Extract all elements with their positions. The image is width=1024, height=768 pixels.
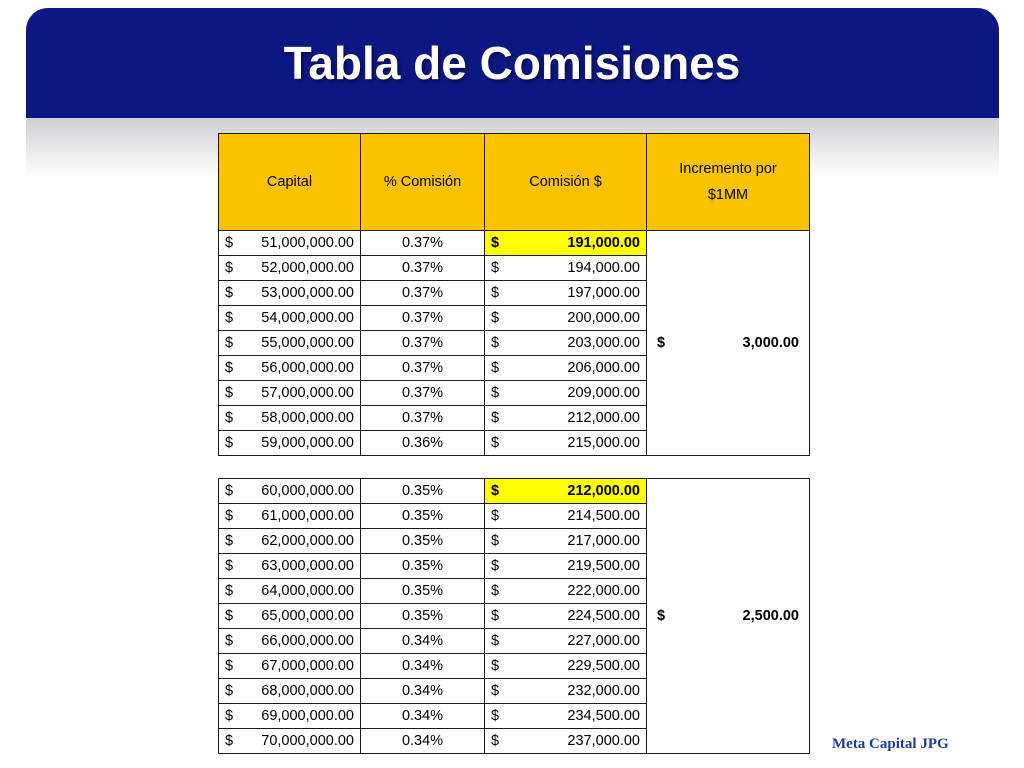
capital-value <box>225 410 354 426</box>
capital-value <box>225 335 354 351</box>
commission-amount: 217,000.00 <box>567 533 640 549</box>
capital-amount: 53,000,000.00 <box>261 285 354 301</box>
currency-symbol: $ <box>225 583 234 599</box>
commission-amount: 194,000.00 <box>567 260 640 276</box>
signature: Meta Capital JPG <box>832 736 949 752</box>
header-capital: Capital <box>219 134 361 231</box>
capital-amount: 64,000,000.00 <box>261 583 354 599</box>
capital-amount: 62,000,000.00 <box>261 533 354 549</box>
currency-symbol: $ <box>491 335 500 351</box>
capital-cell <box>219 604 361 629</box>
commission-pct-cell: 0.35% <box>361 579 485 604</box>
capital-amount: 58,000,000.00 <box>261 410 354 426</box>
commission-pct-cell: 0.37% <box>361 281 485 306</box>
capital-value <box>225 235 354 251</box>
commission-value <box>491 533 640 549</box>
commission-value <box>491 708 640 724</box>
commission-amount: 214,500.00 <box>567 508 640 524</box>
capital-amount: 51,000,000.00 <box>261 235 354 251</box>
currency-symbol: $ <box>657 608 666 624</box>
commission-amount: 203,000.00 <box>567 335 640 351</box>
commission-amount-cell <box>485 356 647 381</box>
capital-cell <box>219 406 361 431</box>
currency-symbol: $ <box>225 608 234 624</box>
capital-cell <box>219 654 361 679</box>
commission-amount-cell <box>485 306 647 331</box>
commission-amount-cell <box>485 256 647 281</box>
currency-symbol: $ <box>491 533 500 549</box>
table-row <box>219 479 810 504</box>
commission-pct-cell: 0.36% <box>361 431 485 456</box>
currency-symbol: $ <box>491 385 500 401</box>
capital-value <box>225 608 354 624</box>
capital-amount: 59,000,000.00 <box>261 435 354 451</box>
capital-cell <box>219 256 361 281</box>
commission-amount: 197,000.00 <box>567 285 640 301</box>
commission-value <box>491 583 640 599</box>
commission-value <box>491 558 640 574</box>
commission-amount: 237,000.00 <box>567 733 640 749</box>
capital-cell <box>219 306 361 331</box>
commission-amount: 209,000.00 <box>567 385 640 401</box>
commission-amount-cell <box>485 231 647 256</box>
capital-cell <box>219 529 361 554</box>
commission-amount: 212,000.00 <box>567 483 640 499</box>
currency-symbol: $ <box>225 558 234 574</box>
capital-amount: 57,000,000.00 <box>261 385 354 401</box>
currency-symbol: $ <box>225 260 234 276</box>
capital-value <box>225 483 354 499</box>
currency-symbol: $ <box>491 558 500 574</box>
capital-cell <box>219 504 361 529</box>
commission-pct-cell: 0.37% <box>361 356 485 381</box>
commission-pct-cell: 0.35% <box>361 504 485 529</box>
capital-amount: 67,000,000.00 <box>261 658 354 674</box>
commission-value <box>491 410 640 426</box>
currency-symbol: $ <box>225 360 234 376</box>
currency-symbol: $ <box>491 235 500 251</box>
commission-amount: 191,000.00 <box>567 235 640 251</box>
currency-symbol: $ <box>491 435 500 451</box>
capital-amount: 69,000,000.00 <box>261 708 354 724</box>
currency-symbol: $ <box>225 310 234 326</box>
capital-value <box>225 558 354 574</box>
increment-value <box>653 608 803 624</box>
currency-symbol: $ <box>491 508 500 524</box>
commission-amount-cell <box>485 281 647 306</box>
capital-value <box>225 310 354 326</box>
increment-amount: 3,000.00 <box>742 335 799 351</box>
capital-value <box>225 508 354 524</box>
commission-pct-cell: 0.37% <box>361 306 485 331</box>
capital-amount: 63,000,000.00 <box>261 558 354 574</box>
capital-amount: 56,000,000.00 <box>261 360 354 376</box>
commission-amount: 222,000.00 <box>567 583 640 599</box>
capital-value <box>225 360 354 376</box>
increment-value <box>653 335 803 351</box>
commission-amount-cell <box>485 629 647 654</box>
capital-amount: 52,000,000.00 <box>261 260 354 276</box>
currency-symbol: $ <box>225 285 234 301</box>
commission-value <box>491 285 640 301</box>
commission-value <box>491 235 640 251</box>
commission-amount-cell <box>485 504 647 529</box>
commission-value <box>491 633 640 649</box>
currency-symbol: $ <box>225 533 234 549</box>
table-row <box>219 231 810 256</box>
capital-cell <box>219 554 361 579</box>
currency-symbol: $ <box>225 508 234 524</box>
capital-value <box>225 260 354 276</box>
commission-amount-cell <box>485 729 647 754</box>
currency-symbol: $ <box>491 483 500 499</box>
header-incremento <box>647 134 810 231</box>
currency-symbol: $ <box>225 733 234 749</box>
capital-cell <box>219 331 361 356</box>
capital-cell <box>219 231 361 256</box>
currency-symbol: $ <box>491 733 500 749</box>
capital-value <box>225 633 354 649</box>
currency-symbol: $ <box>491 583 500 599</box>
commission-pct-cell: 0.35% <box>361 479 485 504</box>
commission-value <box>491 683 640 699</box>
currency-symbol: $ <box>491 285 500 301</box>
currency-symbol: $ <box>491 633 500 649</box>
commission-table-1 <box>218 133 810 456</box>
commission-value <box>491 483 640 499</box>
capital-cell <box>219 729 361 754</box>
commission-amount: 224,500.00 <box>567 608 640 624</box>
commission-amount-cell <box>485 406 647 431</box>
table-header-row <box>219 134 810 231</box>
commission-amount: 219,500.00 <box>567 558 640 574</box>
currency-symbol: $ <box>491 658 500 674</box>
commission-pct-cell: 0.35% <box>361 529 485 554</box>
commission-amount: 215,000.00 <box>567 435 640 451</box>
commission-value <box>491 658 640 674</box>
commission-amount-cell <box>485 479 647 504</box>
commission-amount-cell <box>485 381 647 406</box>
currency-symbol: $ <box>491 410 500 426</box>
commission-amount: 227,000.00 <box>567 633 640 649</box>
capital-amount: 68,000,000.00 <box>261 683 354 699</box>
capital-amount: 55,000,000.00 <box>261 335 354 351</box>
capital-amount: 66,000,000.00 <box>261 633 354 649</box>
commission-amount-cell <box>485 529 647 554</box>
commission-amount-cell <box>485 604 647 629</box>
commission-amount-cell <box>485 331 647 356</box>
commission-amount-cell <box>485 679 647 704</box>
commission-value <box>491 335 640 351</box>
capital-amount: 65,000,000.00 <box>261 608 354 624</box>
capital-value <box>225 533 354 549</box>
commission-pct-cell: 0.35% <box>361 554 485 579</box>
commission-pct-cell: 0.37% <box>361 381 485 406</box>
commission-amount: 234,500.00 <box>567 708 640 724</box>
commission-value <box>491 435 640 451</box>
commission-value <box>491 360 640 376</box>
commission-value <box>491 385 640 401</box>
commission-amount: 232,000.00 <box>567 683 640 699</box>
currency-symbol: $ <box>225 410 234 426</box>
currency-symbol: $ <box>225 235 234 251</box>
capital-amount: 70,000,000.00 <box>261 733 354 749</box>
capital-cell <box>219 356 361 381</box>
currency-symbol: $ <box>491 608 500 624</box>
capital-cell <box>219 381 361 406</box>
commission-amount-cell <box>485 554 647 579</box>
increment-cell <box>647 231 810 456</box>
capital-cell <box>219 704 361 729</box>
currency-symbol: $ <box>225 658 234 674</box>
commission-amount: 229,500.00 <box>567 658 640 674</box>
capital-cell <box>219 479 361 504</box>
currency-symbol: $ <box>491 708 500 724</box>
commission-pct-cell: 0.34% <box>361 704 485 729</box>
capital-value <box>225 285 354 301</box>
commission-amount: 200,000.00 <box>567 310 640 326</box>
commission-amount: 206,000.00 <box>567 360 640 376</box>
currency-symbol: $ <box>225 435 234 451</box>
currency-symbol: $ <box>225 483 234 499</box>
currency-symbol: $ <box>225 708 234 724</box>
commission-value <box>491 260 640 276</box>
capital-cell <box>219 281 361 306</box>
increment-amount: 2,500.00 <box>742 608 799 624</box>
commission-pct-cell: 0.37% <box>361 231 485 256</box>
capital-cell <box>219 431 361 456</box>
currency-symbol: $ <box>225 683 234 699</box>
capital-amount: 61,000,000.00 <box>261 508 354 524</box>
capital-amount: 54,000,000.00 <box>261 310 354 326</box>
commission-table-2 <box>218 478 810 754</box>
currency-symbol: $ <box>491 360 500 376</box>
currency-symbol: $ <box>657 335 666 351</box>
commission-amount-cell <box>485 704 647 729</box>
commission-value <box>491 310 640 326</box>
capital-cell <box>219 579 361 604</box>
currency-symbol: $ <box>225 385 234 401</box>
commission-value <box>491 508 640 524</box>
capital-value <box>225 385 354 401</box>
increment-cell <box>647 479 810 754</box>
commission-pct-cell: 0.37% <box>361 406 485 431</box>
header-incremento-label: Incremento por $1MM <box>679 161 777 203</box>
commission-pct-cell: 0.34% <box>361 729 485 754</box>
currency-symbol: $ <box>491 310 500 326</box>
commission-amount: 212,000.00 <box>567 410 640 426</box>
page-title: Tabla de Comisiones <box>283 37 741 89</box>
commission-amount-cell <box>485 579 647 604</box>
capital-cell <box>219 679 361 704</box>
commission-pct-cell: 0.34% <box>361 679 485 704</box>
commission-pct-cell: 0.34% <box>361 654 485 679</box>
commission-amount-cell <box>485 654 647 679</box>
currency-symbol: $ <box>225 633 234 649</box>
currency-symbol: $ <box>491 260 500 276</box>
capital-value <box>225 583 354 599</box>
capital-value <box>225 708 354 724</box>
capital-value <box>225 658 354 674</box>
currency-symbol: $ <box>225 335 234 351</box>
capital-cell <box>219 629 361 654</box>
commission-pct-cell: 0.35% <box>361 604 485 629</box>
capital-value <box>225 683 354 699</box>
commission-pct-cell: 0.37% <box>361 256 485 281</box>
currency-symbol: $ <box>491 683 500 699</box>
commission-value <box>491 608 640 624</box>
header-comision-amt: Comisión $ <box>485 134 647 231</box>
header-comision-pct: % Comisión <box>361 134 485 231</box>
capital-value <box>225 435 354 451</box>
commission-pct-cell: 0.37% <box>361 331 485 356</box>
commission-pct-cell: 0.34% <box>361 629 485 654</box>
capital-amount: 60,000,000.00 <box>261 483 354 499</box>
commission-value <box>491 733 640 749</box>
capital-value <box>225 733 354 749</box>
commission-amount-cell <box>485 431 647 456</box>
